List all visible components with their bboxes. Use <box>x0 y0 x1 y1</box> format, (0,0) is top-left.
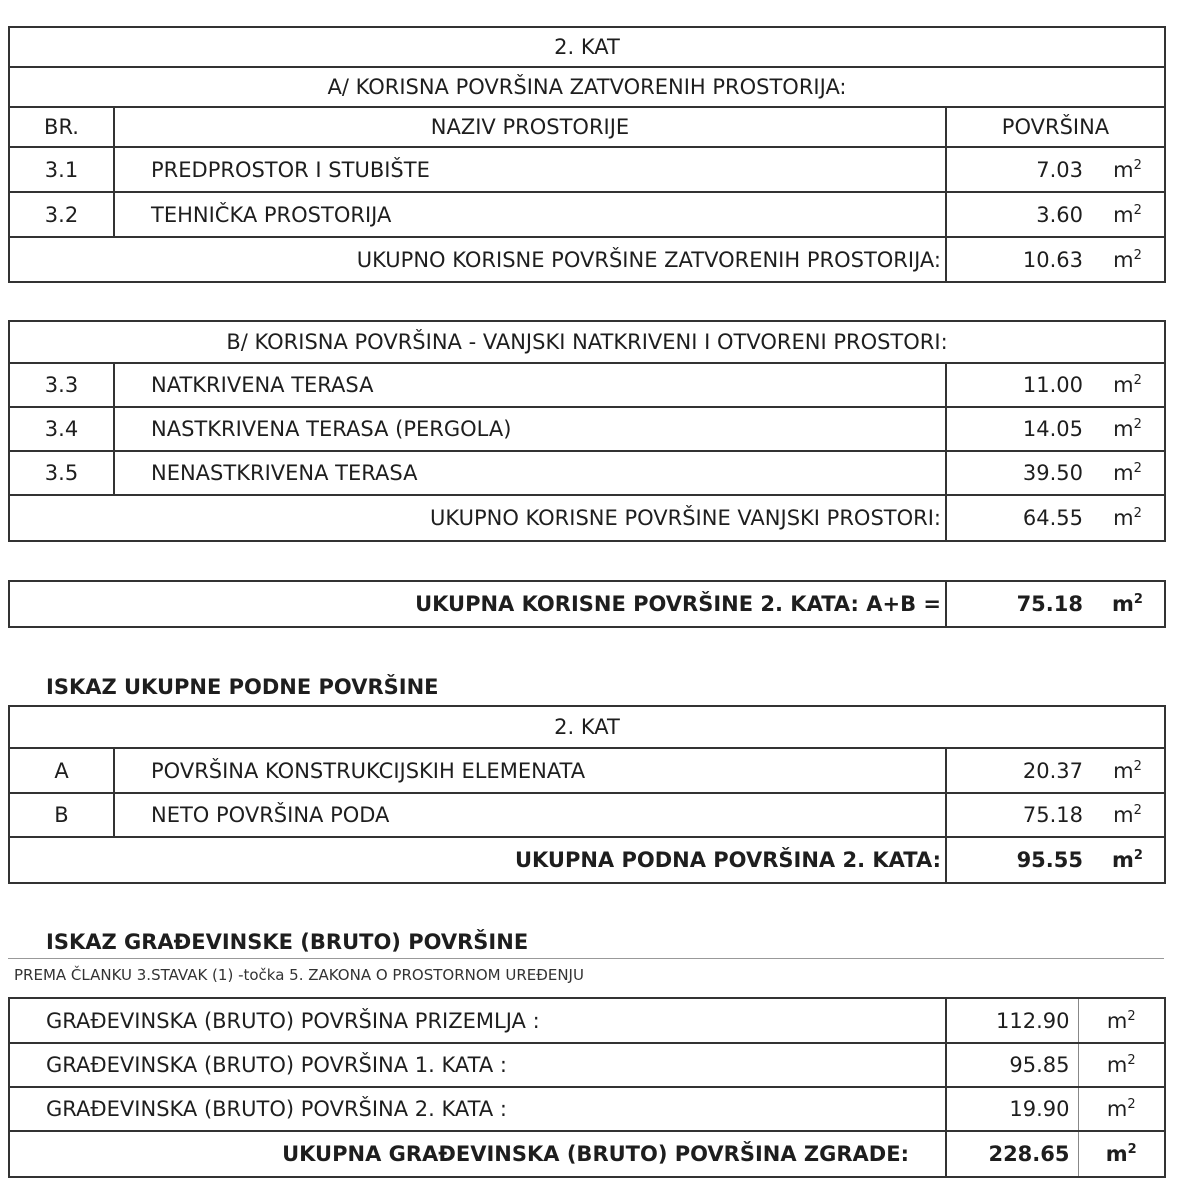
area-unit: $m^2$ <box>1091 581 1165 627</box>
area-value: 95.85 <box>946 1043 1078 1087</box>
total-row <box>9 837 1165 883</box>
total-value: 95.55 <box>946 837 1091 883</box>
table-subtitle-row <box>9 321 1165 363</box>
area-value: 14.05 <box>946 407 1091 451</box>
table-row <box>9 451 1165 495</box>
col-br-header: BR. <box>9 107 114 147</box>
area-unit: $m^2$ <box>1091 793 1165 837</box>
useful-area-outdoor-table <box>8 320 1166 542</box>
table-subtitle: A/ KORISNA POVRŠINA ZATVORENIH PROSTORIJA: <box>9 67 1165 107</box>
item-name: GRAĐEVINSKA (BRUTO) POVRŠINA 2. KATA : <box>9 1087 946 1131</box>
area-value: 19.90 <box>946 1087 1078 1131</box>
useful-area-summary-table <box>8 580 1166 628</box>
area-value: 112.90 <box>946 998 1078 1043</box>
gross-area-table <box>8 997 1166 1178</box>
row-number: 3.5 <box>9 451 114 495</box>
table-row <box>9 793 1165 837</box>
row-number: 3.1 <box>9 147 114 192</box>
summary-row <box>9 581 1165 627</box>
row-letter: A <box>9 748 114 793</box>
table-row <box>9 192 1165 237</box>
useful-area-closed-table <box>8 26 1166 283</box>
area-unit: $m^2$ <box>1078 1131 1165 1177</box>
area-value: 7.03 <box>946 147 1091 192</box>
legal-note: PREMA ČLANKU 3.STAVAK (1) -točka 5. ZAKONA O PROSTORNOM UREĐENJU <box>14 966 584 984</box>
summary-value: 75.18 <box>946 581 1091 627</box>
area-unit: $m^2$ <box>1091 495 1165 541</box>
item-name: GRAĐEVINSKA (BRUTO) POVRŠINA PRIZEMLJA : <box>9 998 946 1043</box>
gross-area-heading: ISKAZ GRAĐEVINSKE (BRUTO) POVRŠINE <box>46 930 529 954</box>
floor-area-table <box>8 705 1166 884</box>
total-value: 10.63 <box>946 237 1091 282</box>
floor-area-heading: ISKAZ UKUPNE PODNE POVRŠINE <box>46 675 439 699</box>
room-name: TEHNIČKA PROSTORIJA <box>114 192 946 237</box>
area-unit: $m^2$ <box>1091 451 1165 495</box>
table-row <box>9 147 1165 192</box>
area-unit: $m^2$ <box>1091 237 1165 282</box>
table-row <box>9 1043 1165 1087</box>
row-letter: B <box>9 793 114 837</box>
total-label: UKUPNA GRAĐEVINSKA (BRUTO) POVRŠINA ZGRADE: <box>9 1131 946 1177</box>
room-name: NENASTKRIVENA TERASA <box>114 451 946 495</box>
divider <box>8 958 1164 959</box>
table-subtitle: B/ KORISNA POVRŠINA - VANJSKI NATKRIVENI I OTVORENI PROSTORI: <box>9 321 1165 363</box>
area-unit: $m^2$ <box>1091 192 1165 237</box>
room-name: NATKRIVENA TERASA <box>114 363 946 407</box>
total-value: 228.65 <box>946 1131 1078 1177</box>
room-name: NASTKRIVENA TERASA (PERGOLA) <box>114 407 946 451</box>
total-row <box>9 237 1165 282</box>
table-title-row <box>9 27 1165 67</box>
table-row <box>9 363 1165 407</box>
table-row <box>9 1087 1165 1131</box>
table-row <box>9 748 1165 793</box>
area-unit: $m^2$ <box>1091 407 1165 451</box>
table-title: 2. KAT <box>9 27 1165 67</box>
area-unit: $m^2$ <box>1078 1043 1165 1087</box>
col-naziv-header: NAZIV PROSTORIJE <box>114 107 946 147</box>
room-name: PREDPROSTOR I STUBIŠTE <box>114 147 946 192</box>
table-title-row <box>9 706 1165 748</box>
area-unit: $m^2$ <box>1091 748 1165 793</box>
area-unit: $m^2$ <box>1078 998 1165 1043</box>
table-subtitle-row <box>9 67 1165 107</box>
total-row <box>9 1131 1165 1177</box>
area-value: 75.18 <box>946 793 1091 837</box>
area-unit: $m^2$ <box>1078 1087 1165 1131</box>
area-value: 39.50 <box>946 451 1091 495</box>
total-row <box>9 495 1165 541</box>
row-number: 3.4 <box>9 407 114 451</box>
row-number: 3.3 <box>9 363 114 407</box>
item-name: GRAĐEVINSKA (BRUTO) POVRŠINA 1. KATA : <box>9 1043 946 1087</box>
summary-label: UKUPNA KORISNE POVRŠINE 2. KATA: A+B = <box>9 581 946 627</box>
row-number: 3.2 <box>9 192 114 237</box>
area-value: 3.60 <box>946 192 1091 237</box>
item-name: POVRŠINA KONSTRUKCIJSKIH ELEMENATA <box>114 748 946 793</box>
area-unit: $m^2$ <box>1091 837 1165 883</box>
item-name: NETO POVRŠINA PODA <box>114 793 946 837</box>
total-value: 64.55 <box>946 495 1091 541</box>
total-label: UKUPNA PODNA POVRŠINA 2. KATA: <box>9 837 946 883</box>
area-value: 11.00 <box>946 363 1091 407</box>
table-row <box>9 998 1165 1043</box>
total-label: UKUPNO KORISNE POVRŠINE ZATVORENIH PROSTORIJA: <box>9 237 946 282</box>
col-povrsina-header: POVRŠINA <box>946 107 1165 147</box>
table-row <box>9 407 1165 451</box>
area-unit: $m^2$ <box>1091 363 1165 407</box>
total-label: UKUPNO KORISNE POVRŠINE VANJSKI PROSTORI: <box>9 495 946 541</box>
table-title: 2. KAT <box>9 706 1165 748</box>
area-value: 20.37 <box>946 748 1091 793</box>
table-header-row <box>9 107 1165 147</box>
area-unit: $m^2$ <box>1091 147 1165 192</box>
